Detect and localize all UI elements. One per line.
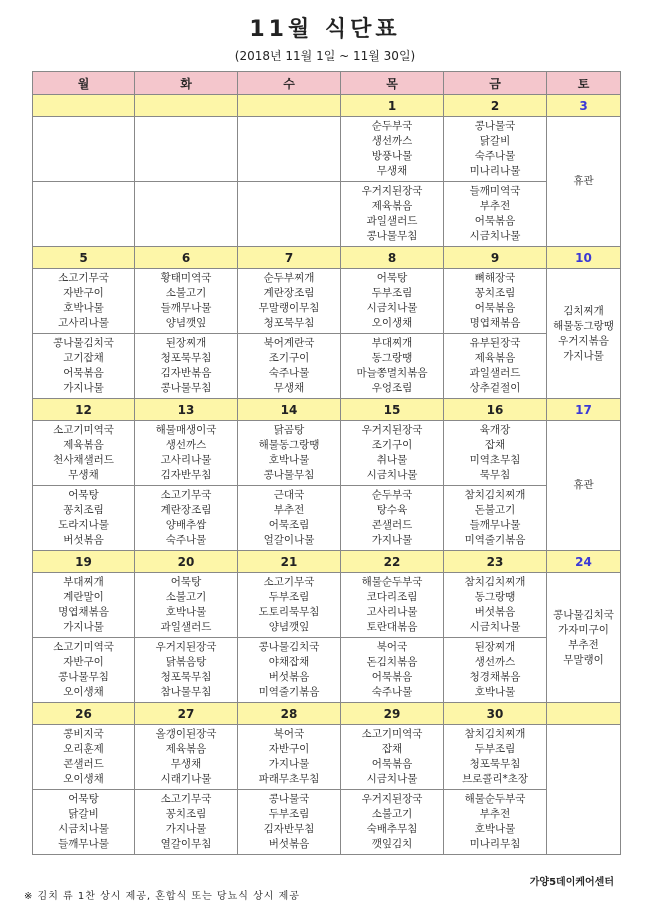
menu-item: 북어계란국 — [263, 337, 315, 349]
lunch-menu-cell — [33, 117, 135, 182]
date-cell: 6 — [135, 247, 238, 269]
date-cell: 19 — [33, 551, 135, 573]
calendar-body — [33, 95, 621, 855]
menu-item: 무생채 — [170, 758, 202, 770]
date-cell: 7 — [238, 247, 341, 269]
lunch-menu-cell — [135, 573, 238, 638]
menu-item: 우엉조림 — [371, 382, 413, 394]
date-cell: 13 — [135, 399, 238, 421]
menu-item: 된장찌개 — [165, 337, 207, 349]
lunch-row — [33, 725, 621, 790]
menu-item: 소불고기 — [165, 287, 207, 299]
dinner-menu-cell — [33, 638, 135, 703]
menu-item: 콩나물무침 — [160, 382, 212, 394]
menu-item: 과일샐러드 — [366, 215, 418, 227]
menu-item: 동그랑땡 — [474, 591, 516, 603]
dinner-menu-cell — [238, 486, 341, 551]
menu-item: 청포묵무침 — [160, 352, 212, 364]
menu-item: 콩나물국 — [268, 793, 310, 805]
menu-item: 닭갈비 — [68, 808, 99, 820]
menu-item: 콩나물김치국 — [553, 608, 614, 621]
menu-item: 닭갈비 — [479, 135, 511, 147]
menu-item: 탕수육 — [376, 504, 408, 516]
menu-item: 토란대볶음 — [366, 621, 418, 633]
saturday-menu-cell — [547, 573, 621, 703]
menu-item: 미역초무침 — [469, 454, 521, 466]
menu-item: 어묵탕 — [170, 576, 202, 588]
menu-item: 콩나물무침 — [366, 230, 418, 242]
menu-item: 버섯볶음 — [474, 606, 516, 618]
menu-item: 도라지나물 — [58, 519, 109, 531]
menu-item: 참치김치찌개 — [464, 576, 526, 588]
menu-item: 올갱이된장국 — [155, 728, 217, 740]
menu-item: 생선까스 — [474, 656, 516, 668]
menu-item: 오리훈제 — [63, 743, 104, 755]
menu-item: 미역줄기볶음 — [464, 534, 526, 546]
date-cell: 8 — [341, 247, 444, 269]
menu-item: 오이생채 — [63, 686, 104, 698]
menu-item: 어묵볶음 — [474, 215, 516, 227]
menu-item: 김치찌개 — [563, 304, 604, 317]
menu-item: 계란말이 — [63, 591, 104, 603]
dinner-menu-cell — [341, 182, 444, 247]
date-cell — [547, 703, 621, 725]
menu-item: 브로콜리*초장 — [461, 773, 529, 785]
menu-item: 된장찌개 — [474, 641, 516, 653]
lunch-menu-cell — [238, 117, 341, 182]
menu-item: 어묵탕 — [68, 489, 99, 501]
menu-item: 숙배추무침 — [366, 823, 418, 835]
date-cell: 10 — [547, 247, 621, 269]
date-cell: 1 — [341, 95, 444, 117]
menu-item: 김자반볶음 — [160, 367, 212, 379]
dinner-menu-cell — [33, 486, 135, 551]
menu-item: 참치김치찌개 — [464, 489, 526, 501]
date-row — [33, 551, 621, 573]
date-cell: 23 — [444, 551, 547, 573]
dinner-menu-cell — [341, 486, 444, 551]
menu-item: 부대찌개 — [371, 337, 413, 349]
lunch-menu-cell — [33, 421, 135, 486]
lunch-menu-cell — [135, 269, 238, 334]
menu-item: 어묵조림 — [268, 519, 310, 531]
menu-item: 청포묵무침 — [469, 758, 521, 770]
date-cell: 16 — [444, 399, 547, 421]
saturday-menu-cell — [547, 269, 621, 399]
dinner-row — [33, 486, 621, 551]
menu-item: 콩나물무침 — [58, 671, 109, 683]
lunch-menu-cell — [341, 573, 444, 638]
lunch-menu-cell — [341, 725, 444, 790]
menu-item: 파래무초무침 — [258, 773, 320, 785]
menu-item: 생선까스 — [165, 439, 207, 451]
menu-item: 순두부국 — [371, 489, 413, 501]
menu-item: 천사채샐러드 — [53, 454, 114, 466]
menu-item: 잡채 — [381, 743, 403, 755]
dinner-row — [33, 638, 621, 703]
menu-item: 참나물무침 — [160, 686, 212, 698]
lunch-menu-cell — [444, 421, 547, 486]
menu-item: 가지나물 — [371, 534, 413, 546]
menu-item: 호박나물 — [63, 302, 104, 314]
lunch-row — [33, 117, 621, 182]
dinner-menu-cell — [135, 790, 238, 855]
dinner-menu-cell — [135, 638, 238, 703]
menu-item: 숙주나물 — [268, 367, 310, 379]
menu-item: 꽁치조림 — [165, 808, 207, 820]
menu-item: 북어국 — [273, 728, 305, 740]
menu-item: 돈불고기 — [474, 504, 516, 516]
menu-item: 시금치나물 — [469, 621, 521, 633]
menu-item: 숙주나물 — [474, 150, 516, 162]
menu-item: 생선까스 — [371, 135, 413, 147]
lunch-menu-cell — [444, 725, 547, 790]
menu-item: 시금치나물 — [469, 230, 521, 242]
menu-item: 두부조림 — [268, 591, 310, 603]
date-cell: 30 — [444, 703, 547, 725]
menu-item: 열갈이무침 — [160, 838, 212, 850]
menu-item: 무생채 — [376, 165, 408, 177]
menu-item: 소고기무국 — [160, 793, 212, 805]
menu-item: 미역줄기볶음 — [258, 686, 320, 698]
menu-item: 해물동그랑땡 — [258, 439, 320, 451]
lunch-menu-cell — [135, 117, 238, 182]
lunch-menu-cell — [135, 421, 238, 486]
dinner-menu-cell — [444, 790, 547, 855]
menu-item: 부추전 — [273, 504, 305, 516]
date-cell — [33, 95, 135, 117]
dinner-menu-cell — [238, 638, 341, 703]
date-cell — [238, 95, 341, 117]
date-cell: 22 — [341, 551, 444, 573]
menu-item: 고사리나물 — [160, 454, 212, 466]
menu-item: 순두부찌개 — [263, 272, 315, 284]
menu-item: 코다리조림 — [366, 591, 418, 603]
menu-item: 마늘쫑멸치볶음 — [356, 367, 428, 379]
dinner-menu-cell — [33, 790, 135, 855]
menu-item: 닭볶음탕 — [165, 656, 207, 668]
date-cell: 5 — [33, 247, 135, 269]
menu-item: 시금치나물 — [366, 302, 418, 314]
menu-item: 시래기나물 — [160, 773, 212, 785]
center-name: 가양5데이케어센터 — [529, 877, 614, 888]
menu-item: 야채잡채 — [268, 656, 310, 668]
menu-item: 들깨무나물 — [58, 838, 109, 850]
menu-item: 우거지된장국 — [361, 185, 423, 197]
menu-item: 유부된장국 — [469, 337, 521, 349]
menu-item: 깻잎김치 — [371, 838, 413, 850]
menu-item: 양념깻잎 — [268, 621, 310, 633]
dinner-row — [33, 334, 621, 399]
date-cell: 26 — [33, 703, 135, 725]
menu-item: 꽁치조림 — [474, 287, 516, 299]
menu-item: 순두부국 — [371, 120, 413, 132]
menu-item: 두부조림 — [371, 287, 413, 299]
date-row — [33, 95, 621, 117]
menu-item: 계란장조림 — [263, 287, 315, 299]
menu-item: 가지나물 — [268, 758, 310, 770]
menu-item: 휴관 — [573, 175, 594, 187]
menu-item: 김자반무침 — [263, 823, 315, 835]
dinner-menu-cell — [444, 334, 547, 399]
menu-item: 가지나물 — [563, 349, 604, 362]
menu-item: 청포묵무침 — [263, 317, 315, 329]
menu-item: 미나리나물 — [469, 165, 521, 177]
menu-item: 소고기미역국 — [361, 728, 423, 740]
menu-item: 무말랭이무침 — [258, 302, 320, 314]
menu-item: 가지나물 — [165, 823, 207, 835]
date-cell: 20 — [135, 551, 238, 573]
dinner-row — [33, 790, 621, 855]
menu-item: 해물매생이국 — [155, 424, 217, 436]
menu-item: 시금치나물 — [366, 469, 418, 481]
menu-item: 고사리나물 — [366, 606, 418, 618]
menu-item: 참치김치찌개 — [464, 728, 526, 740]
menu-item: 고기잡채 — [63, 352, 104, 364]
menu-item: 제육볶음 — [474, 352, 516, 364]
menu-item: 시금치나물 — [58, 823, 109, 835]
menu-item: 도토리묵무침 — [258, 606, 320, 618]
menu-item: 황태미역국 — [160, 272, 212, 284]
date-cell — [135, 95, 238, 117]
menu-item: 명엽채볶음 — [469, 317, 521, 329]
date-range: (2018년 11월 1일 ~ 11월 30일) — [234, 49, 416, 63]
menu-item: 어묵볶음 — [63, 367, 104, 379]
dinner-row — [33, 182, 621, 247]
menu-item: 미나리무침 — [469, 838, 521, 850]
menu-item: 소고기무국 — [160, 489, 212, 501]
dinner-menu-cell — [341, 638, 444, 703]
menu-item: 콩나물김치국 — [53, 337, 114, 349]
date-cell: 2 — [444, 95, 547, 117]
menu-item: 호박나물 — [268, 454, 310, 466]
weekday-header-row — [33, 72, 621, 95]
date-row — [33, 399, 621, 421]
menu-item: 해물순두부국 — [464, 793, 526, 805]
menu-item: 고사리나물 — [58, 317, 109, 329]
dinner-menu-cell — [444, 182, 547, 247]
menu-item: 제육볶음 — [165, 743, 207, 755]
menu-item: 동그랑땡 — [371, 352, 413, 364]
weekday-header: 수 — [238, 72, 341, 95]
menu-item: 숙주나물 — [165, 534, 207, 546]
menu-item: 우거지된장국 — [361, 424, 423, 436]
menu-item: 자반구이 — [268, 743, 310, 755]
menu-item: 소불고기 — [371, 808, 413, 820]
menu-item: 콩나물무침 — [263, 469, 315, 481]
menu-item: 부추전 — [479, 200, 511, 212]
menu-item: 어묵탕 — [68, 793, 99, 805]
dinner-menu-cell — [135, 182, 238, 247]
menu-item: 가지나물 — [63, 382, 104, 394]
date-row — [33, 703, 621, 725]
menu-item: 어묵볶음 — [474, 302, 516, 314]
date-cell: 9 — [444, 247, 547, 269]
menu-item: 양배추쌈 — [165, 519, 207, 531]
saturday-menu-cell — [547, 117, 621, 247]
date-row — [33, 247, 621, 269]
menu-item: 얼갈이나물 — [263, 534, 315, 546]
menu-item: 계란장조림 — [160, 504, 212, 516]
meal-calendar — [32, 71, 621, 855]
dinner-menu-cell — [238, 790, 341, 855]
lunch-menu-cell — [444, 573, 547, 638]
footnote: ※ 김치 류 1찬 상시 제공, 혼합식 또는 당뇨식 상시 제공 — [24, 891, 300, 902]
menu-item: 소고기미역국 — [53, 424, 114, 436]
menu-item: 조기구이 — [371, 439, 413, 451]
menu-item: 근대국 — [273, 489, 305, 501]
lunch-menu-cell — [238, 269, 341, 334]
lunch-menu-cell — [341, 421, 444, 486]
lunch-menu-cell — [33, 725, 135, 790]
dinner-menu-cell — [238, 182, 341, 247]
menu-item: 육개장 — [479, 424, 511, 436]
menu-item: 취나물 — [376, 454, 408, 466]
date-cell: 24 — [547, 551, 621, 573]
menu-item: 호박나물 — [165, 606, 207, 618]
dinner-menu-cell — [33, 182, 135, 247]
dinner-menu-cell — [135, 334, 238, 399]
date-cell: 14 — [238, 399, 341, 421]
menu-item: 오이생채 — [63, 773, 104, 785]
menu-item: 소고기무국 — [263, 576, 315, 588]
menu-item: 부대찌개 — [63, 576, 104, 588]
menu-item: 호박나물 — [474, 823, 516, 835]
menu-item: 두부조림 — [474, 743, 516, 755]
menu-item: 들깨무나물 — [469, 519, 521, 531]
menu-item: 호박나물 — [474, 686, 516, 698]
menu-item: 자반구이 — [63, 656, 104, 668]
menu-item: 콘샐러드 — [371, 519, 413, 531]
menu-item: 휴관 — [573, 479, 594, 491]
lunch-menu-cell — [444, 269, 547, 334]
menu-item: 명엽채볶음 — [58, 606, 109, 618]
saturday-menu-cell — [547, 421, 621, 551]
lunch-menu-cell — [33, 573, 135, 638]
weekday-header: 목 — [341, 72, 444, 95]
menu-item: 북어국 — [376, 641, 408, 653]
dinner-menu-cell — [33, 334, 135, 399]
menu-item: 제육볶음 — [371, 200, 413, 212]
weekday-header: 월 — [33, 72, 135, 95]
dinner-menu-cell — [135, 486, 238, 551]
menu-item: 우거지볶음 — [558, 334, 609, 347]
menu-item: 콩나물국 — [474, 120, 516, 132]
menu-item: 시금치나물 — [366, 773, 418, 785]
menu-item: 어묵탕 — [376, 272, 408, 284]
lunch-menu-cell — [341, 269, 444, 334]
lunch-row — [33, 573, 621, 638]
date-cell: 17 — [547, 399, 621, 421]
menu-item: 콩나물김치국 — [258, 641, 320, 653]
menu-item: 두부조림 — [268, 808, 310, 820]
lunch-menu-cell — [135, 725, 238, 790]
lunch-row — [33, 269, 621, 334]
menu-item: 우거지된장국 — [361, 793, 423, 805]
dinner-menu-cell — [341, 334, 444, 399]
date-cell: 28 — [238, 703, 341, 725]
lunch-menu-cell — [238, 573, 341, 638]
menu-item: 무생채 — [273, 382, 305, 394]
lunch-menu-cell — [238, 421, 341, 486]
menu-item: 제육볶음 — [63, 439, 104, 451]
menu-item: 버섯볶음 — [63, 534, 104, 546]
date-cell: 15 — [341, 399, 444, 421]
menu-item: 김자반무침 — [160, 469, 212, 481]
menu-item: 상추겉절이 — [469, 382, 521, 394]
menu-item: 가자미구이 — [558, 623, 609, 636]
menu-item: 콘샐러드 — [63, 758, 104, 770]
menu-item: 해물동그랑땡 — [553, 319, 614, 332]
menu-item: 청경채볶음 — [469, 671, 521, 683]
page-title: 11월 식단표 — [249, 17, 401, 42]
menu-item: 해물순두부국 — [361, 576, 423, 588]
menu-item: 부추전 — [479, 808, 511, 820]
menu-item: 무생채 — [68, 469, 99, 481]
menu-item: 닭곰탕 — [273, 424, 305, 436]
menu-item: 오이생채 — [371, 317, 413, 329]
date-cell: 21 — [238, 551, 341, 573]
menu-item: 어묵볶음 — [371, 758, 413, 770]
menu-item: 과일샐러드 — [160, 621, 212, 633]
menu-item: 들깨미역국 — [469, 185, 521, 197]
menu-item: 들깨무나물 — [160, 302, 212, 314]
dinner-menu-cell — [341, 790, 444, 855]
menu-item: 잡채 — [484, 439, 506, 451]
menu-item: 소불고기 — [165, 591, 207, 603]
weekday-header: 금 — [444, 72, 547, 95]
lunch-menu-cell — [33, 269, 135, 334]
dinner-menu-cell — [238, 334, 341, 399]
menu-item: 콩비지국 — [63, 728, 104, 740]
menu-item: 부추전 — [568, 638, 599, 651]
weekday-header: 토 — [547, 72, 621, 95]
menu-item: 소고기무국 — [58, 272, 109, 284]
dinner-menu-cell — [444, 486, 547, 551]
menu-item: 양념깻잎 — [165, 317, 207, 329]
menu-item: 묵무침 — [479, 469, 511, 481]
menu-item: 가지나물 — [63, 621, 104, 633]
lunch-menu-cell — [341, 117, 444, 182]
menu-item: 뼈해장국 — [474, 272, 516, 284]
menu-item: 버섯볶음 — [268, 838, 310, 850]
menu-item: 청포묵무침 — [160, 671, 212, 683]
saturday-menu-cell — [547, 725, 621, 855]
menu-item: 우거지된장국 — [155, 641, 217, 653]
menu-item: 조기구이 — [268, 352, 310, 364]
menu-item: 과일샐러드 — [469, 367, 521, 379]
menu-item: 어묵볶음 — [371, 671, 413, 683]
menu-item: 방풍나물 — [371, 150, 413, 162]
lunch-row — [33, 421, 621, 486]
date-cell: 27 — [135, 703, 238, 725]
date-cell: 12 — [33, 399, 135, 421]
menu-item: 자반구이 — [63, 287, 104, 299]
menu-item: 숙주나물 — [371, 686, 413, 698]
lunch-menu-cell — [238, 725, 341, 790]
date-cell: 29 — [341, 703, 444, 725]
menu-item: 무말랭이 — [563, 653, 604, 666]
menu-item: 소고기미역국 — [53, 641, 114, 653]
menu-item: 돈김치볶음 — [366, 656, 418, 668]
date-cell: 3 — [547, 95, 621, 117]
lunch-menu-cell — [444, 117, 547, 182]
weekday-header: 화 — [135, 72, 238, 95]
menu-item: 꽁치조림 — [63, 504, 104, 516]
dinner-menu-cell — [444, 638, 547, 703]
menu-item: 버섯볶음 — [268, 671, 310, 683]
